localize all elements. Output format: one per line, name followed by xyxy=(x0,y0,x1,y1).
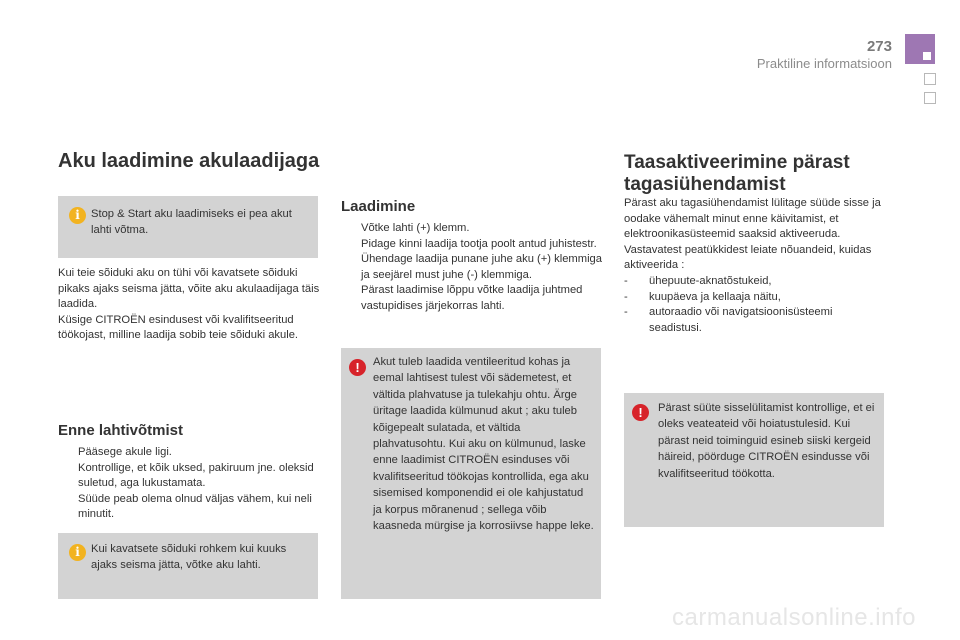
list-item: Pidage kinni laadija tootja poolt antud juhistestr. xyxy=(361,237,597,250)
list-item: Kontrollige, et kõik uksed, pakiruum jne. oleksid suletud, aga lukustamata. xyxy=(78,461,314,490)
warning-text: Pärast süüte sisselülitamist kontrollige, et ei oleks veateateid või hoiatustulesid. Kui pärast neid toiminguid esineb siiski kergeid häireid, pöörduge CITROËN esindusse või kvalifitseeritud töökotta. xyxy=(658,402,875,480)
info-icon: i xyxy=(69,207,86,224)
before-disconnect-list xyxy=(58,445,320,523)
paragraph: Kui teie sõiduki aku on tühi või kavatsete sõiduki pikaks ajaks seisma jätta, võite aku akulaadijaga täis laadida. xyxy=(58,267,320,311)
warning-box xyxy=(624,393,884,527)
watermark: carmanualsonline.info xyxy=(672,604,916,631)
dash-icon: - xyxy=(624,274,628,287)
chapter-tab xyxy=(924,92,936,104)
reactivation-text xyxy=(624,196,886,336)
warning-text: Akut tuleb laadida ventileeritud kohas ja eemal lahtisest tulest või sädemetest, et vältida plahvatuse ja tulekahju ohtu. Ärge üritage laadida külmunud akut ; aku tuleb kõigepealt sulatada, et vältida plahvatusohtu. Kui aku on külmunud, laske enne laadimist CITROËN esinduses või kvalifitseeritud töökojas kontrollida, ega aku sisemised komponendid ei ole kahjustatud ja korpus mõranenud ; sellega võib kaasneda mürgise ja korrosiivse happe leke. xyxy=(373,356,594,533)
info-box xyxy=(58,533,318,599)
info-text: Stop & Start aku laadimiseks ei pea akut lahti võtma. xyxy=(91,208,292,237)
chapter-tab xyxy=(924,73,936,85)
section-title-reactivation: Taasaktiveerimine pärast tagasiühendamist xyxy=(624,152,850,195)
reactivation-list xyxy=(624,274,886,336)
charging-steps-list xyxy=(341,221,603,315)
list-item: Pärast laadimise lõppu võtke laadija juhtmed vastupidises järjekorras lahti. xyxy=(361,284,583,312)
section-title-charging: Aku laadimine akulaadijaga xyxy=(58,150,320,172)
section-title-before-disconnect: Enne lahtivõtmist xyxy=(58,422,184,439)
warning-icon: ! xyxy=(349,359,366,376)
paragraph: Pärast aku tagasiühendamist lülitage süüde sisse ja oodake vähemalt minut enne käivitamist, et elektroonikasüsteemid saaksid aktiveeruda. xyxy=(624,197,881,241)
list-item: Võtke lahti (+) klemm. xyxy=(361,222,470,234)
info-box xyxy=(58,196,318,258)
info-icon: i xyxy=(69,544,86,561)
list-item: - kuupäeva ja kellaaja näitu, xyxy=(624,290,886,306)
list-item: Ühendage laadija punane juhe aku (+) klemmiga ja seejärel must juhe (-) klemmiga. xyxy=(361,253,603,281)
chapter-tab-active xyxy=(905,34,935,64)
list-item: Süüde peab olema olnud väljas vähem, kui neli minutit. xyxy=(78,492,312,521)
chapter-title: Praktiline informatsioon xyxy=(756,56,892,71)
info-text: Kui kavatsete sõiduki rohkem kui kuuks ajaks seisma jätta, võtke aku lahti. xyxy=(91,543,287,572)
section-title-charging-steps: Laadimine xyxy=(341,198,416,215)
page-number: 273 xyxy=(866,38,892,55)
list-item: - ühepuute-aknatõstukeid, xyxy=(624,274,886,290)
paragraph: Vastavatest peatükkidest leiate nõuandeid, kuidas aktiveerida : xyxy=(624,243,872,272)
dash-icon: - xyxy=(624,306,628,319)
warning-box xyxy=(341,348,601,599)
paragraph: Küsige CITROËN esindusest või kvalifitseeritud töökojast, milline laadija sobib teie sõiduki akule. xyxy=(58,313,299,342)
list-item: - autoraadio või navigatsioonisüsteemi seadistusi. xyxy=(624,306,833,334)
warning-icon: ! xyxy=(632,404,649,421)
intro-text xyxy=(58,266,320,344)
dash-icon: - xyxy=(624,290,628,303)
list-item: Pääsege akule ligi. xyxy=(78,446,172,458)
